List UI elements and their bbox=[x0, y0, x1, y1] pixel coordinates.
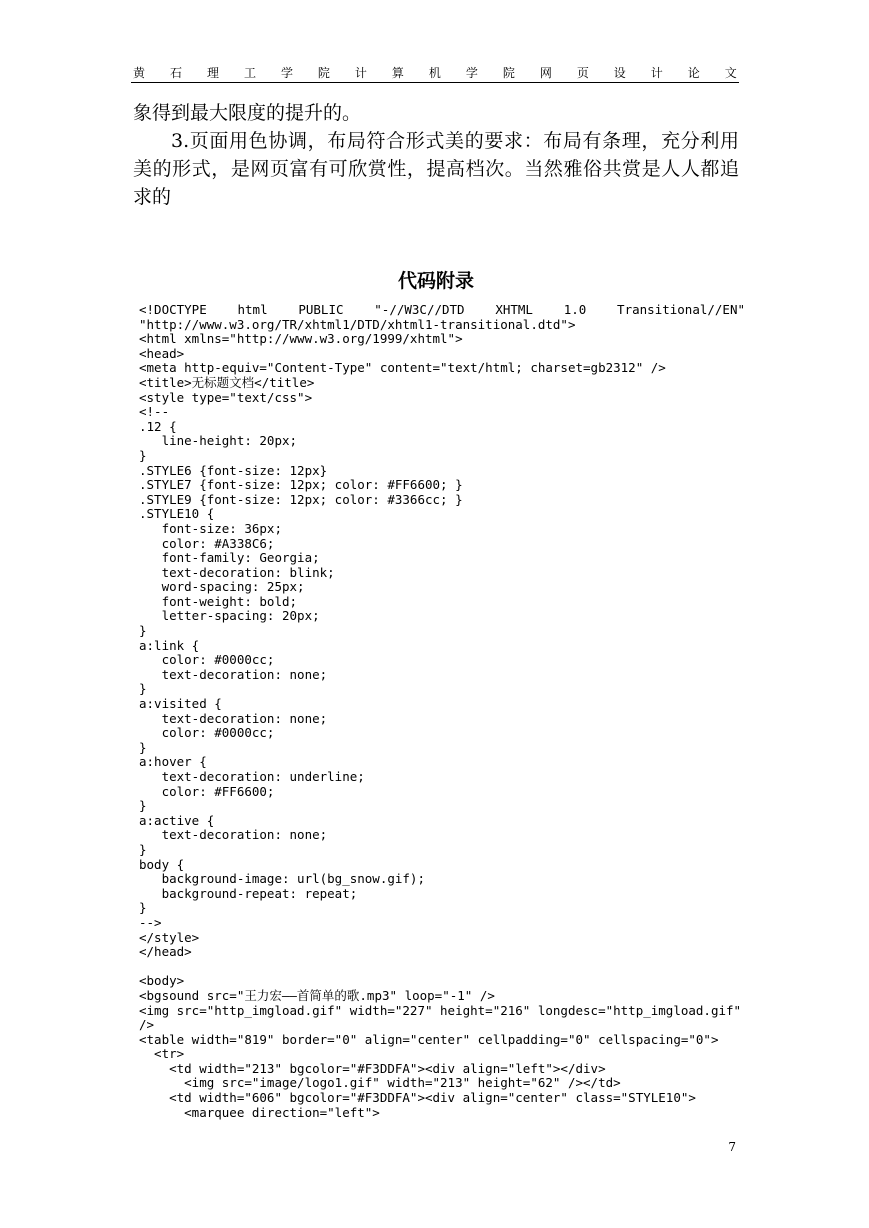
header-char: 院 bbox=[317, 65, 330, 80]
header-char: 机 bbox=[428, 65, 441, 80]
code-line: font-family: Georgia; bbox=[139, 550, 320, 566]
code-line: <table width="819" border="0" align="center" cellpadding="0" cellspacing="0"> bbox=[139, 1031, 719, 1047]
code-line: .STYLE7 {font-size: 12px; color: #FF6600; } bbox=[139, 477, 463, 493]
code-line: } bbox=[139, 447, 147, 463]
code-line: color: #0000cc; bbox=[139, 652, 275, 668]
code-line: a:hover { bbox=[139, 754, 207, 770]
code-line: </style> bbox=[139, 929, 200, 945]
code-line: <img src="image/logo1.gif" width="213" height="62" /></td> bbox=[139, 1075, 621, 1091]
code-line: </head> bbox=[139, 944, 192, 960]
header-char: 网 bbox=[539, 65, 552, 80]
code-line: <style type="text/css"> bbox=[139, 389, 313, 405]
code-line: } bbox=[139, 841, 147, 857]
code-line: /> bbox=[139, 1017, 155, 1033]
header-char: 计 bbox=[354, 65, 367, 80]
header-char: 石 bbox=[169, 65, 182, 80]
code-line: .12 { bbox=[139, 418, 177, 434]
code-line: --> bbox=[139, 914, 162, 930]
code-line: .STYLE10 { bbox=[139, 506, 215, 522]
header-rule bbox=[131, 82, 739, 83]
header-char: 学 bbox=[465, 65, 478, 80]
header-char: 学 bbox=[280, 65, 293, 80]
code-line: color: #FF6600; bbox=[139, 783, 275, 799]
running-header bbox=[133, 64, 737, 80]
header-char: 论 bbox=[687, 65, 700, 80]
header-char: 院 bbox=[502, 65, 515, 80]
header-char: 算 bbox=[391, 65, 404, 80]
code-line: a:link { bbox=[139, 637, 200, 653]
code-line: text-decoration: none; bbox=[139, 666, 328, 682]
code-line: font-weight: bold; bbox=[139, 593, 298, 609]
section-title: 代码附录 bbox=[397, 270, 474, 292]
code-line: } bbox=[139, 900, 147, 916]
header-char: 文 bbox=[724, 65, 737, 80]
code-listing bbox=[139, 303, 745, 1120]
code-line: letter-spacing: 20px; bbox=[139, 608, 320, 624]
body-paragraph: 3.页面用色协调，布局符合形式美的要求：布局有条理，充分利用美的形式，是网页富有可欣赏性，提高档次。当然雅俗共赏是人人都追求的 bbox=[133, 130, 739, 208]
code-line: color: #0000cc; bbox=[139, 725, 275, 741]
code-line: a:visited { bbox=[139, 696, 222, 712]
code-line: <meta http-equiv="Content-Type" content="text/html; charset=gb2312" /> bbox=[139, 360, 666, 376]
code-line: <td width="213" bgcolor="#F3DDFA"><div align="left"></div> bbox=[139, 1060, 606, 1076]
code-line: <html xmlns="http://www.w3.org/1999/xhtml"> bbox=[139, 331, 463, 347]
header-char: 工 bbox=[243, 65, 256, 80]
code-line: } bbox=[139, 798, 147, 814]
code-line: } bbox=[139, 681, 147, 697]
code-line: <tr> bbox=[139, 1046, 185, 1062]
code-line: background-repeat: repeat; bbox=[139, 885, 358, 901]
header-char: 黄 bbox=[133, 65, 146, 80]
page-number: 7 bbox=[728, 1140, 736, 1154]
code-line: .STYLE9 {font-size: 12px; color: #3366cc; } bbox=[139, 491, 463, 507]
code-line: } bbox=[139, 623, 147, 639]
code-line: color: #A338C6; bbox=[139, 535, 275, 551]
code-line: text-decoration: none; bbox=[139, 827, 328, 843]
code-line: a:active { bbox=[139, 812, 215, 828]
code-line: <!-- bbox=[139, 404, 170, 420]
code-line: font-size: 36px; bbox=[139, 520, 282, 536]
code-line: line-height: 20px; bbox=[139, 433, 298, 449]
code-line: word-spacing: 25px; bbox=[139, 579, 305, 595]
code-line: <bgsound src="王力宏——首简单的歌.mp3" loop="-1" /> bbox=[139, 987, 495, 1003]
body-text bbox=[133, 99, 739, 211]
code-line bbox=[139, 960, 745, 975]
code-line: text-decoration: blink; bbox=[139, 564, 335, 580]
code-line: <title>无标题文档</title> bbox=[139, 374, 315, 390]
header-char: 页 bbox=[576, 65, 589, 80]
code-line: body { bbox=[139, 856, 185, 872]
header-char: 设 bbox=[613, 65, 626, 80]
code-line: .STYLE6 {font-size: 12px} bbox=[139, 462, 328, 478]
code-line: text-decoration: underline; bbox=[139, 769, 365, 784]
code-line: <td width="606" bgcolor="#F3DDFA"><div align="center" class="STYLE10"> bbox=[139, 1090, 696, 1106]
header-char: 理 bbox=[206, 65, 219, 80]
code-line: background-image: url(bg_snow.gif); bbox=[139, 871, 425, 887]
code-line: <marquee direction="left"> bbox=[139, 1104, 380, 1120]
code-line: text-decoration: none; bbox=[139, 710, 328, 726]
header-char: 计 bbox=[650, 65, 663, 80]
code-line: "http://www.w3.org/TR/xhtml1/DTD/xhtml1-transitional.dtd"> bbox=[139, 316, 576, 332]
code-line: } bbox=[139, 739, 147, 755]
body-line: 象得到最大限度的提升的。 bbox=[133, 102, 362, 124]
code-line: <!DOCTYPE html PUBLIC "-//W3C//DTD XHTML 1.0 Transitional//EN" bbox=[139, 302, 745, 317]
code-line: <img src="http_imgload.gif" width="227" height="216" longdesc="http_imgload.gif" bbox=[139, 1002, 742, 1018]
code-line: <body> bbox=[139, 973, 185, 989]
code-line: <head> bbox=[139, 345, 185, 361]
